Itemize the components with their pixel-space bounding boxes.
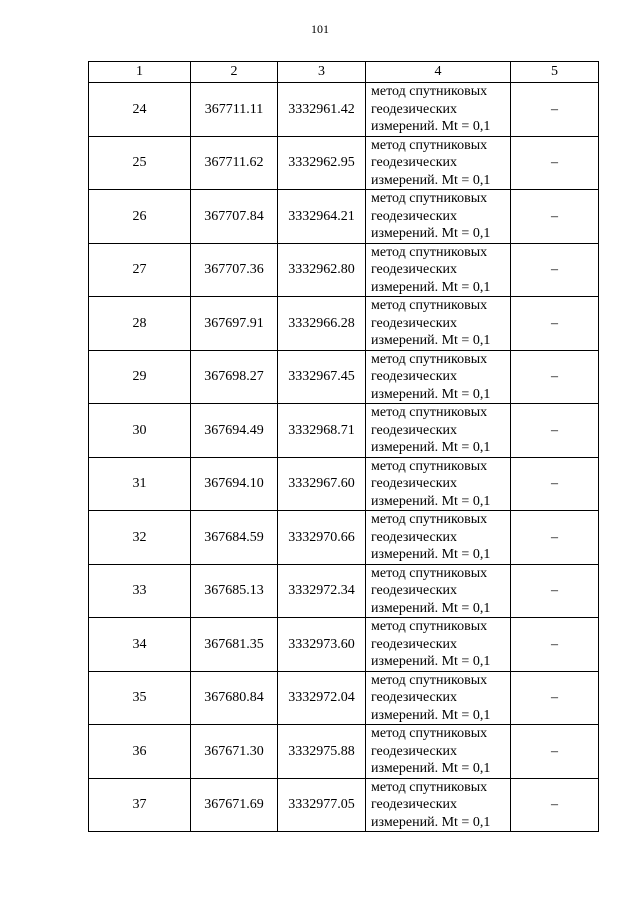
x-coordinate-cell: 367685.13 bbox=[191, 564, 278, 618]
y-coordinate-cell: 3332966.28 bbox=[278, 297, 366, 351]
table-row bbox=[89, 297, 599, 351]
y-coordinate-cell: 3332962.95 bbox=[278, 136, 366, 190]
point-number-cell: 31 bbox=[89, 457, 191, 511]
method-cell bbox=[366, 511, 511, 565]
method-cell bbox=[366, 457, 511, 511]
x-coordinate-cell: 367681.35 bbox=[191, 618, 278, 672]
method-line: измерений. Mt = 0,1 bbox=[371, 386, 491, 402]
method-line: геодезических bbox=[371, 155, 458, 170]
x-coordinate-cell: 367711.11 bbox=[191, 83, 278, 137]
table-row bbox=[89, 564, 599, 618]
method-cell bbox=[366, 404, 511, 458]
method-line: метод спутниковых bbox=[371, 244, 488, 260]
note-cell: – bbox=[511, 83, 599, 137]
x-coordinate-cell: 367671.30 bbox=[191, 725, 278, 779]
x-coordinate-cell: 367698.27 bbox=[191, 350, 278, 404]
method-line: метод спутниковых bbox=[371, 726, 488, 741]
method-line: метод спутниковых bbox=[371, 619, 488, 634]
note-cell: – bbox=[511, 564, 599, 618]
note-cell: – bbox=[511, 243, 599, 297]
point-number-cell: 27 bbox=[89, 243, 191, 297]
table-row bbox=[89, 190, 599, 244]
x-coordinate-cell: 367711.62 bbox=[191, 136, 278, 190]
method-line: измерений. Mt = 0,1 bbox=[371, 440, 491, 455]
point-number-cell: 25 bbox=[89, 136, 191, 190]
method-line: измерений. Mt = 0,1 bbox=[371, 761, 491, 776]
point-number-cell: 36 bbox=[89, 725, 191, 779]
note-cell: – bbox=[511, 136, 599, 190]
method-line: геодезических bbox=[371, 690, 458, 705]
method-line: метод спутниковых bbox=[371, 565, 488, 581]
point-number-cell: 32 bbox=[89, 511, 191, 565]
method-line: измерений. Mt = 0,1 bbox=[371, 654, 491, 669]
y-coordinate-cell: 3332968.71 bbox=[278, 404, 366, 458]
y-coordinate-cell: 3332964.21 bbox=[278, 190, 366, 244]
point-number-cell: 28 bbox=[89, 297, 191, 351]
x-coordinate-cell: 367694.10 bbox=[191, 457, 278, 511]
method-cell bbox=[366, 778, 511, 832]
method-line: метод спутниковых bbox=[371, 405, 488, 420]
method-line: измерений. Mt = 0,1 bbox=[371, 547, 491, 562]
table-row bbox=[89, 83, 599, 137]
method-line: метод спутниковых bbox=[371, 458, 488, 474]
note-cell: – bbox=[511, 725, 599, 779]
y-coordinate-cell: 3332977.05 bbox=[278, 778, 366, 832]
method-line: геодезических bbox=[371, 422, 458, 438]
note-cell: – bbox=[511, 350, 599, 404]
x-coordinate-cell: 367684.59 bbox=[191, 511, 278, 565]
method-line: метод спутниковых bbox=[371, 672, 488, 688]
column-header-4: 4 bbox=[366, 62, 511, 83]
note-cell: – bbox=[511, 457, 599, 511]
table-row bbox=[89, 457, 599, 511]
method-line: геодезических bbox=[371, 315, 458, 331]
table-row bbox=[89, 136, 599, 190]
method-line: измерений. Mt = 0,1 bbox=[371, 172, 491, 188]
method-cell bbox=[366, 136, 511, 190]
method-line: метод спутниковых bbox=[371, 779, 488, 795]
point-number-cell: 29 bbox=[89, 350, 191, 404]
method-line: метод спутниковых bbox=[371, 351, 488, 367]
method-line: геодезических bbox=[371, 262, 458, 277]
method-line: метод спутниковых bbox=[371, 512, 488, 527]
method-line: метод спутниковых bbox=[371, 84, 488, 99]
column-header-1: 1 bbox=[89, 62, 191, 83]
method-cell bbox=[366, 350, 511, 404]
method-cell bbox=[366, 243, 511, 297]
y-coordinate-cell: 3332962.80 bbox=[278, 243, 366, 297]
note-cell: – bbox=[511, 778, 599, 832]
y-coordinate-cell: 3332972.04 bbox=[278, 671, 366, 725]
column-header-2: 2 bbox=[191, 62, 278, 83]
table-row bbox=[89, 511, 599, 565]
table-row bbox=[89, 725, 599, 779]
column-header-3: 3 bbox=[278, 62, 366, 83]
method-line: геодезических bbox=[371, 636, 458, 652]
y-coordinate-cell: 3332967.60 bbox=[278, 457, 366, 511]
y-coordinate-cell: 3332975.88 bbox=[278, 725, 366, 779]
note-cell: – bbox=[511, 297, 599, 351]
note-cell: – bbox=[511, 671, 599, 725]
method-cell bbox=[366, 618, 511, 672]
method-line: измерений. Mt = 0,1 bbox=[371, 333, 491, 348]
table-row bbox=[89, 778, 599, 832]
method-cell bbox=[366, 83, 511, 137]
point-number-cell: 34 bbox=[89, 618, 191, 672]
point-number-cell: 24 bbox=[89, 83, 191, 137]
point-number-cell: 33 bbox=[89, 564, 191, 618]
x-coordinate-cell: 367694.49 bbox=[191, 404, 278, 458]
method-line: геодезических bbox=[371, 369, 458, 384]
table-row bbox=[89, 350, 599, 404]
method-line: геодезических bbox=[371, 476, 458, 491]
x-coordinate-cell: 367680.84 bbox=[191, 671, 278, 725]
y-coordinate-cell: 3332967.45 bbox=[278, 350, 366, 404]
table-row bbox=[89, 243, 599, 297]
method-line: метод спутниковых bbox=[371, 298, 488, 313]
x-coordinate-cell: 367707.84 bbox=[191, 190, 278, 244]
table-body bbox=[89, 83, 599, 832]
y-coordinate-cell: 3332973.60 bbox=[278, 618, 366, 672]
x-coordinate-cell: 367697.91 bbox=[191, 297, 278, 351]
method-line: измерений. Mt = 0,1 bbox=[371, 226, 491, 241]
page-number: 101 bbox=[311, 22, 329, 36]
method-line: измерений. Mt = 0,1 bbox=[371, 814, 491, 830]
point-number-cell: 35 bbox=[89, 671, 191, 725]
point-number-cell: 30 bbox=[89, 404, 191, 458]
method-line: измерений. Mt = 0,1 bbox=[371, 493, 491, 509]
method-line: геодезических bbox=[371, 529, 458, 545]
coordinates-table bbox=[88, 61, 599, 832]
method-line: измерений. Mt = 0,1 bbox=[371, 600, 491, 616]
x-coordinate-cell: 367671.69 bbox=[191, 778, 278, 832]
y-coordinate-cell: 3332961.42 bbox=[278, 83, 366, 137]
note-cell: – bbox=[511, 511, 599, 565]
method-cell bbox=[366, 725, 511, 779]
x-coordinate-cell: 367707.36 bbox=[191, 243, 278, 297]
method-cell bbox=[366, 564, 511, 618]
note-cell: – bbox=[511, 618, 599, 672]
point-number-cell: 37 bbox=[89, 778, 191, 832]
method-line: измерений. Mt = 0,1 bbox=[371, 707, 491, 723]
point-number-cell: 26 bbox=[89, 190, 191, 244]
method-line: измерений. Mt = 0,1 bbox=[371, 119, 491, 134]
method-cell bbox=[366, 190, 511, 244]
table-row bbox=[89, 404, 599, 458]
column-header-5: 5 bbox=[511, 62, 599, 83]
method-line: геодезических bbox=[371, 583, 458, 598]
method-line: метод спутниковых bbox=[371, 191, 488, 206]
table-row bbox=[89, 671, 599, 725]
table-header-row bbox=[89, 62, 599, 83]
method-line: метод спутниковых bbox=[371, 137, 488, 153]
method-line: геодезических bbox=[371, 743, 458, 759]
table-row bbox=[89, 618, 599, 672]
note-cell: – bbox=[511, 404, 599, 458]
method-line: геодезических bbox=[371, 797, 458, 812]
method-cell bbox=[366, 297, 511, 351]
method-line: геодезических bbox=[371, 208, 458, 224]
method-line: измерений. Mt = 0,1 bbox=[371, 279, 491, 295]
method-line: геодезических bbox=[371, 101, 458, 117]
y-coordinate-cell: 3332970.66 bbox=[278, 511, 366, 565]
y-coordinate-cell: 3332972.34 bbox=[278, 564, 366, 618]
note-cell: – bbox=[511, 190, 599, 244]
method-cell bbox=[366, 671, 511, 725]
